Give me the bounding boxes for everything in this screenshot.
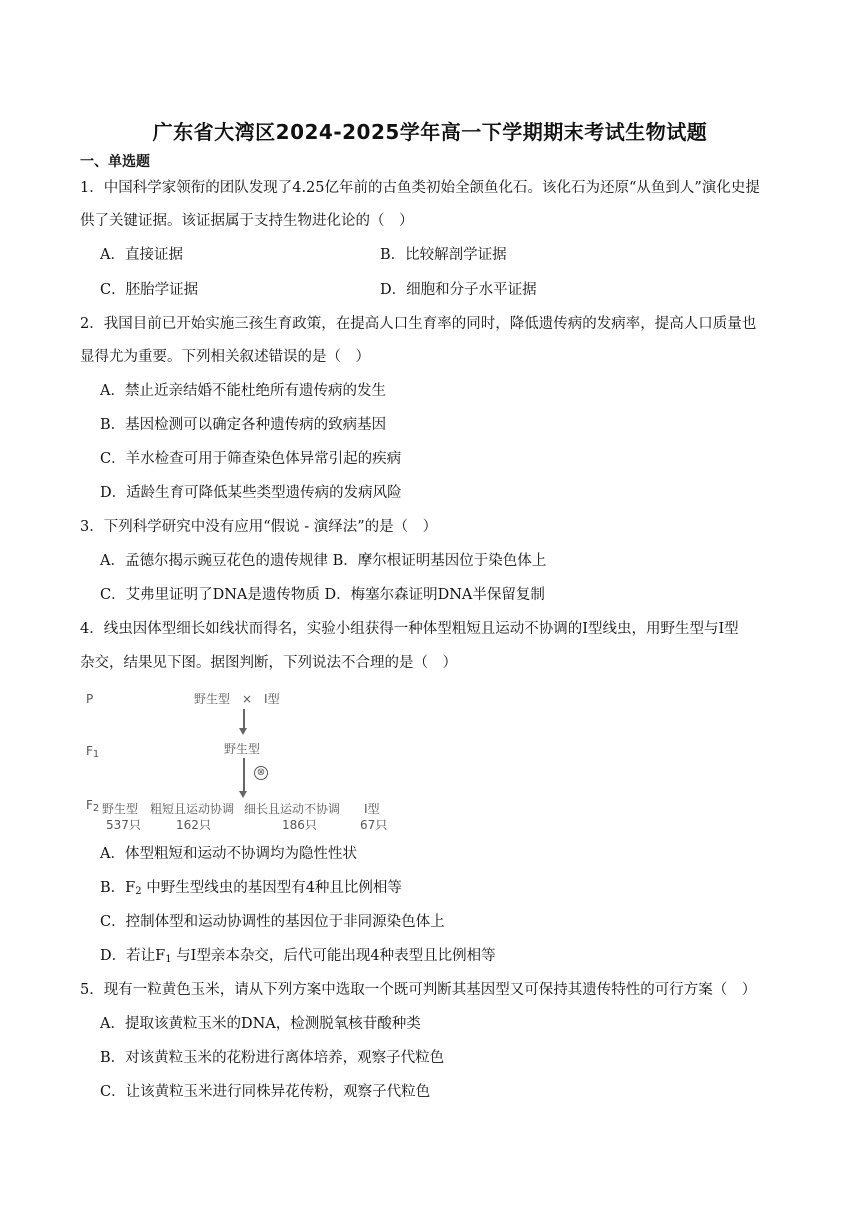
f2-count: 537只 [106,818,141,832]
q1-option-c: C．胚胎学证据 [100,282,199,298]
generation-label-f1: $F_1$ [86,744,100,760]
f2-phenotype: 野生型 [102,802,139,816]
q2-option-a: A．禁止近亲结婚不能杜绝所有遗传病的发生 [100,383,386,399]
q4-option-a: A．体型粗短和运动不协调均为隐性性状 [100,846,357,862]
parental-cross: 野生型 × Ⅰ型 [194,692,280,706]
f2-count: 67只 [360,818,388,832]
q5-option-c: C．让该黄粒玉米进行同株异花传粉，观察子代粒色 [100,1084,431,1100]
f1-phenotype: 野生型 [224,742,261,756]
q4-option-b: B．$F_2$ 中野生型线虫的基因型有4种且比例相等 [100,880,402,897]
q2-option-b: B．基因检测可以确定各种遗传病的致病基因 [100,417,387,433]
f2-count: 186只 [282,818,317,832]
q3-options-cd: C．艾弗里证明了DNA是遗传物质 D．梅塞尔森证明DNA半保留复制 [100,587,545,603]
q2-stem-line2: 显得尤为重要。下列相关叙述错误的是（ ） [80,349,370,365]
q5-option-b: B．对该黄粒玉米的花粉进行离体培养，观察子代粒色 [100,1050,445,1066]
q2-option-c: C．羊水检查可用于筛查染色体异常引起的疾病 [100,451,402,467]
q4-stem-line1: 4．线虫因体型细长如线状而得名，实验小组获得一种体型粗短且运动不协调的Ⅰ型线虫，用野生型与Ⅰ型 [80,621,739,637]
f2-phenotype: 粗短且运动协调 [150,802,235,816]
f2-count: 162只 [176,818,211,832]
q1-option-a: A．直接证据 [100,247,183,263]
section-heading: 一、单选题 [80,154,150,170]
q4-stem-line2: 杂交，结果见下图。据图判断，下列说法不合理的是（ ） [80,655,457,671]
page-title: 广东省大湾区2024-2025学年高一下学期期末考试生物试题 [152,120,708,144]
generation-label-f2: $F_2$ [86,798,100,814]
arrow-p-to-f1 [243,709,245,729]
selfing-icon: ⊗ [254,766,268,780]
q2-stem-line1: 2．我国目前已开始实施三孩生育政策，在提高人口生育率的同时，降低遗传病的发病率，提高人口质量也 [80,316,757,332]
q3-options-ab: A．孟德尔揭示豌豆花色的遗传规律 B．摩尔根证明基因位于染色体上 [100,553,547,569]
q2-option-d: D．适龄生育可降低某些类型遗传病的发病风险 [100,485,402,501]
f2-phenotype: 细长且运动不协调 [244,802,341,816]
q1-stem-line2: 供了关键证据。该证据属于支持生物进化论的（ ） [80,213,414,229]
generation-label-p: P [86,692,94,706]
q4-option-c: C．控制体型和运动协调性的基因位于非同源染色体上 [100,914,445,930]
arrowhead-icon [239,791,247,798]
q1-stem-line1: 1．中国科学家领衔的团队发现了4.25亿年前的古鱼类初始全颌鱼化石。该化石为还原“从鱼到人”演化史提 [80,180,760,196]
q1-option-d: D．细胞和分子水平证据 [380,282,537,298]
q4-option-d: D．若让$F_1$ 与Ⅰ型亲本杂交，后代可能出现4种表型且比例相等 [100,948,496,965]
q1-option-b: B．比较解剖学证据 [380,247,507,263]
q3-stem: 3．下列科学研究中没有应用“假说 - 演绎法”的是（ ） [80,519,438,535]
q5-option-a: A．提取该黄粒玉米的DNA，检测脱氧核苷酸种类 [100,1016,421,1032]
arrowhead-icon [239,728,247,735]
q5-stem: 5．现有一粒黄色玉米，请从下列方案中选取一个既可判断其基因型又可保持其遗传特性的可行方案（ ） [80,982,757,998]
arrow-f1-to-f2 [243,758,245,792]
f2-phenotype: Ⅰ型 [364,802,380,816]
cross-diagram [84,688,404,838]
